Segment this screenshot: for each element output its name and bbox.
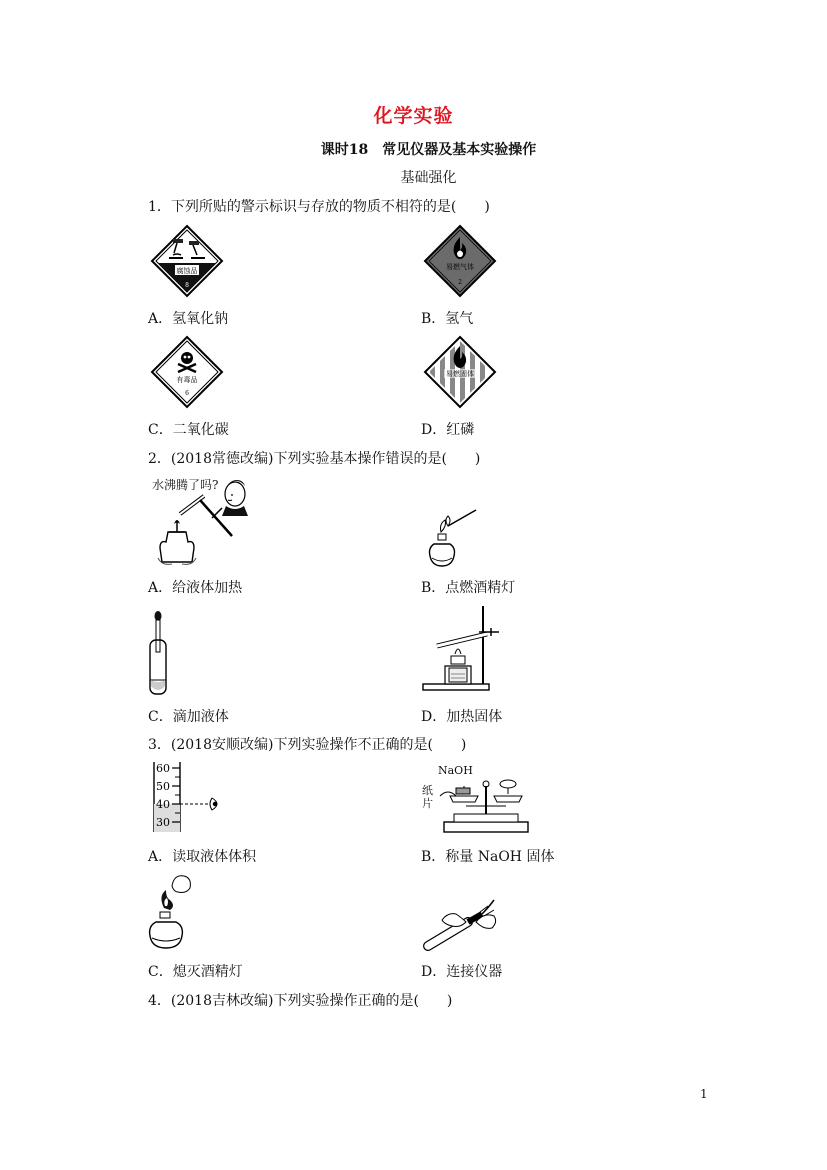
connecting-tube-illustration-icon (424, 896, 504, 952)
tick-label: 40 (156, 798, 170, 811)
q2-option-d: D．加热固体 (421, 709, 503, 725)
q2-option-a: A．给液体加热 (148, 580, 243, 596)
page-number: 1 (700, 1087, 708, 1101)
flammable-gas-sign-icon (424, 225, 496, 297)
q1-option-d: D．红磷 (421, 422, 475, 438)
balance-illustration-icon (436, 776, 532, 834)
lighting-lamp-illustration-icon (428, 508, 488, 570)
q3-option-a: A．读取液体体积 (148, 849, 257, 865)
question-1-stem: 1．下列所贴的警示标识与存放的物质不相符的是( ) (148, 199, 490, 215)
q2-option-c: C．滴加液体 (148, 709, 229, 725)
sign-label: 易燃固体 (446, 370, 474, 378)
tick-label: 50 (156, 780, 170, 793)
question-2-stem: 2．(2018常德改编)下列实验基本操作错误的是( ) (148, 451, 481, 467)
sign-number: 2 (458, 279, 462, 286)
question-3-stem: 3．(2018安顺改编)下列实验操作不正确的是( ) (148, 737, 467, 753)
dropper-illustration-icon (146, 610, 170, 696)
lesson-heading: 课时18 常见仪器及基本实验操作 (320, 142, 537, 158)
speech-caption: 水沸腾了吗? (152, 478, 219, 492)
question-4-stem: 4．(2018吉林改编)下列实验操作正确的是( ) (148, 993, 453, 1009)
sign-number: 6 (185, 390, 189, 397)
q1-option-b: B．氢气 (421, 311, 474, 327)
paper-label: 纸片 (422, 784, 433, 810)
toxic-sign-icon (151, 336, 223, 408)
corrosive-sign-icon (151, 225, 223, 297)
q3-option-c: C．熄灭酒精灯 (148, 964, 243, 980)
blowing-lamp-illustration-icon (146, 874, 196, 950)
sign-label: 腐蚀品 (176, 267, 198, 275)
q3-option-d: D．连接仪器 (421, 964, 503, 980)
page-title: 化学实验 (373, 105, 454, 127)
tick-label: 30 (156, 816, 170, 829)
q1-option-c: C．二氧化碳 (148, 422, 229, 438)
q3-option-b: B．称量 NaOH 固体 (421, 849, 555, 865)
q1-option-a: A．氢氧化钠 (148, 311, 229, 327)
sign-label: 有毒品 (176, 376, 198, 384)
q2-option-b: B．点燃酒精灯 (421, 580, 516, 596)
sign-label: 易燃气体 (446, 263, 474, 271)
heating-solid-illustration-icon (421, 604, 501, 692)
naoh-label: NaOH (438, 764, 473, 777)
heating-liquid-illustration-icon (152, 478, 252, 570)
cylinder-reading-illustration-icon (150, 762, 230, 834)
flammable-solid-sign-icon (424, 336, 496, 408)
sign-number: 8 (185, 282, 189, 289)
section-heading: 基础强化 (400, 170, 457, 186)
tick-label: 60 (156, 762, 170, 775)
